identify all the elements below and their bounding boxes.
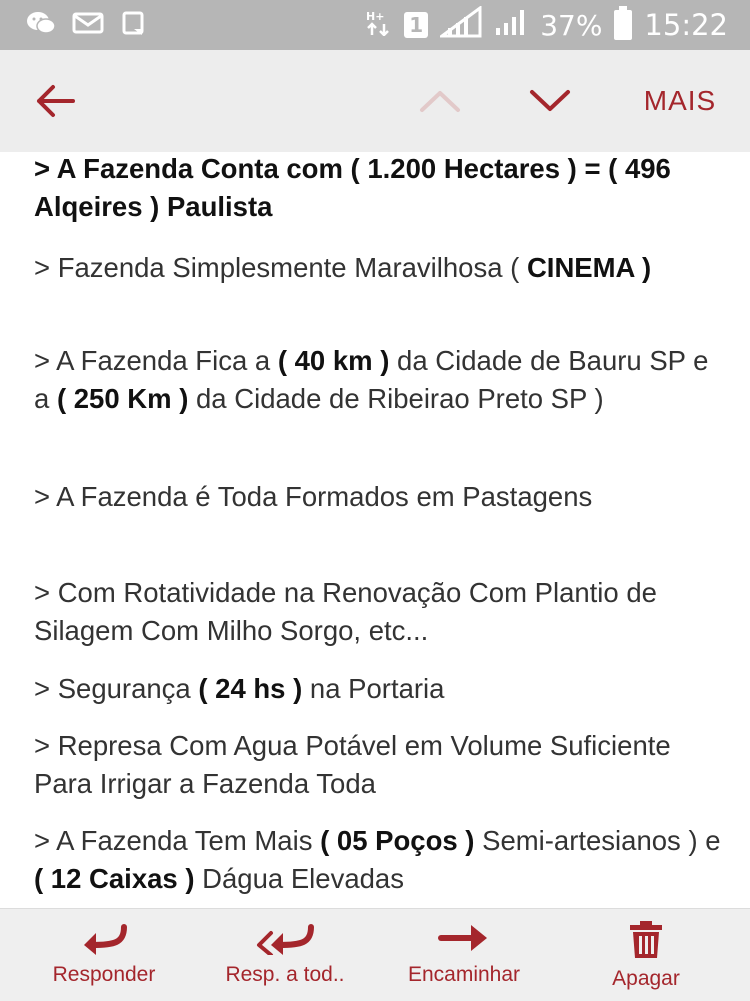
text: > A Fazenda é Toda Formados em Pastagens [34,481,593,512]
paragraph-cinema [34,249,724,287]
notification-icons [0,9,148,41]
reply-label: Responder [52,963,156,986]
battery-icon [614,10,632,40]
status-bar [0,0,750,50]
paragraph-wells [34,822,724,898]
bold-text: ( 12 Caixas ) [34,863,195,894]
next-message-button[interactable] [510,50,590,152]
reply-icon [80,921,128,955]
forward-arrow-icon [437,921,491,955]
clock: 15:22 [644,8,728,42]
sim-1-icon: 1 [404,12,428,38]
reply-all-icon [255,921,315,955]
bold-text: ( 24 hs ) [198,673,303,704]
paragraph-dam [34,727,724,803]
message-body[interactable] [0,152,750,908]
text: > Represa Com Agua Potável em Volume Suficiente Para Irrigar a Fazenda Toda [34,730,671,799]
delete-button[interactable] [584,909,708,1001]
text: Semi-artesianos ) e [474,825,721,856]
text: > A Fazenda Fica a [34,345,278,376]
reply-button[interactable] [30,909,178,1001]
forward-button[interactable] [386,909,542,1001]
bold-text: ( 40 km ) [277,345,390,376]
more-menu-button[interactable]: MAIS [643,85,717,116]
previous-message-button[interactable] [400,50,480,152]
text: Dágua Elevadas [194,863,404,894]
paragraph-location [34,342,724,418]
text: na Portaria [302,673,445,704]
reply-all-button[interactable] [200,909,370,1001]
back-button[interactable] [20,50,90,152]
clipboard-icon [120,9,148,41]
paragraph-area-size [34,152,724,226]
arrow-left-icon [33,83,77,119]
trash-icon [626,921,666,959]
paragraph-security [34,670,724,708]
text: da Cidade de Bauru SP e a [34,345,709,414]
network-ht-icon [366,8,392,43]
reply-all-label: Resp. a tod.. [225,963,345,986]
text: > Segurança [34,673,199,704]
delete-label: Apagar [612,967,680,990]
chevron-up-icon [419,89,461,113]
svg-text:H+: H+ [366,9,385,23]
system-status [366,6,750,45]
text: > Fazenda Simplesmente Maravilhosa ( [34,252,527,283]
text: > A Fazenda Tem Mais [34,825,321,856]
signal-icon [494,8,528,43]
mail-icon [72,11,104,39]
paragraph-pastures [34,478,724,516]
forward-label: Encaminhar [407,963,521,986]
bold-text: ( 05 Poços ) [320,825,475,856]
bottom-action-bar [0,908,750,1001]
bold-text: CINEMA ) [526,252,652,283]
text: > A Fazenda Conta com ( 1.200 Hectares ) = ( 496 Alqeires ) Paulista [34,153,671,222]
chevron-down-icon [529,89,571,113]
signal-icon [440,6,482,45]
text: da Cidade de Ribeirao Preto SP ) [188,383,604,414]
battery-percent: 37% [540,8,603,42]
action-bar [0,50,750,152]
bold-text: ( 250 Km ) [56,383,189,414]
paragraph-rotation [34,574,724,650]
text: > Com Rotatividade na Renovação Com Plantio de Silagem Com Milho Sorgo, etc... [34,577,657,646]
wechat-icon [26,10,56,40]
